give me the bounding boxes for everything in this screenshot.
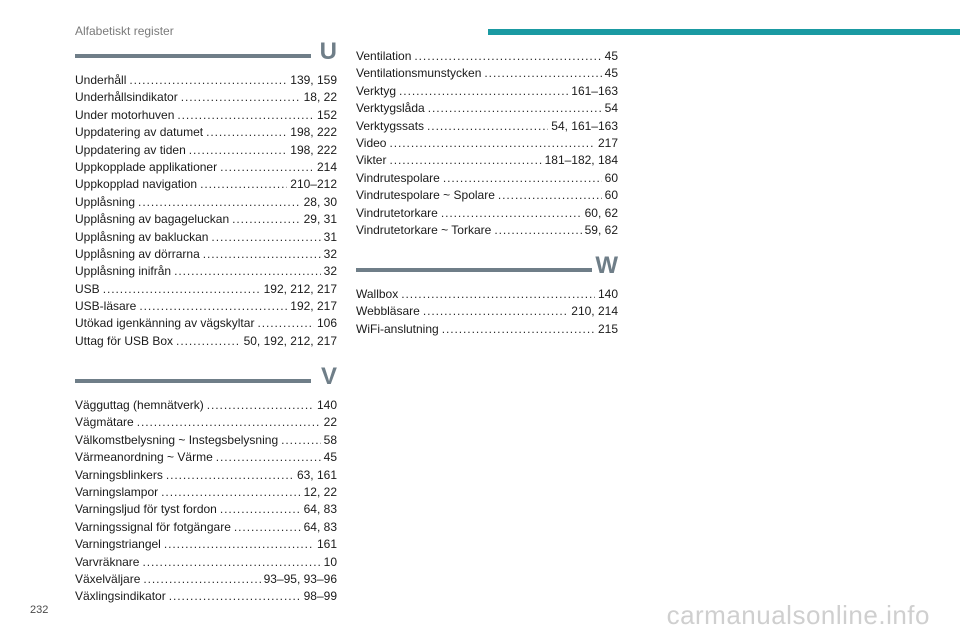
dot-leader	[143, 571, 260, 588]
entry-term: Varningsljud för tyst fordon	[75, 502, 217, 517]
entry-pages: 10	[323, 554, 337, 569]
index-entry	[75, 315, 337, 332]
index-entry	[356, 222, 618, 239]
entry-pages: 31	[323, 229, 337, 244]
entry-term: Varningssignal för fotgängare	[75, 519, 231, 534]
index-entry	[75, 281, 337, 298]
entry-pages: 32	[323, 246, 337, 261]
dot-leader	[428, 100, 602, 117]
entry-pages: 161	[316, 537, 337, 552]
index-entry	[75, 536, 337, 553]
entry-pages: 29, 31	[303, 212, 337, 227]
dot-leader	[142, 554, 320, 571]
dot-leader	[484, 65, 601, 82]
index-entries	[356, 286, 618, 338]
entry-term: Uppdatering av tiden	[75, 142, 186, 157]
dot-leader	[443, 170, 602, 187]
index-entry	[75, 72, 337, 89]
entry-term: Ventilation	[356, 49, 412, 63]
dot-leader	[211, 229, 320, 246]
index-entry	[356, 286, 618, 303]
entry-pages: 64, 83	[303, 502, 337, 517]
dot-leader	[441, 205, 582, 222]
entry-pages: 32	[323, 264, 337, 279]
entry-term: Verktyg	[356, 83, 397, 98]
dot-leader	[189, 142, 288, 159]
index-entry	[356, 321, 618, 338]
dot-leader	[206, 124, 287, 141]
entry-pages: 181–182, 184	[544, 153, 618, 168]
entry-term: Vindrutetorkare ~ Torkare	[356, 222, 492, 237]
entry-term: Video	[356, 135, 387, 150]
index-entry	[75, 571, 337, 588]
dot-leader	[200, 176, 287, 193]
entry-pages: 140	[316, 398, 337, 412]
entry-term: Verktygssats	[356, 118, 425, 133]
index-entry	[75, 229, 337, 246]
entry-term: Utökad igenkänning av vägskyltar	[75, 316, 255, 331]
dot-leader	[234, 519, 301, 536]
entry-term: Upplåsning av dörrarna	[75, 246, 200, 261]
dot-leader	[494, 222, 581, 239]
dot-leader	[207, 397, 314, 414]
entry-term: Välkomstbelysning ~ Instegsbelysning	[75, 432, 279, 447]
entry-term: Upplåsning av bakluckan	[75, 229, 209, 244]
entry-pages: 98–99	[303, 589, 337, 604]
entry-term: Uttag för USB Box	[75, 333, 174, 348]
index-entry	[75, 397, 337, 414]
entry-pages: 217	[597, 135, 618, 150]
entry-pages: 12, 22	[303, 484, 337, 499]
section-v	[75, 363, 337, 606]
entry-term: Ventilationsmunstycken	[356, 66, 482, 81]
entry-pages: 210–212	[290, 177, 337, 192]
index-entry	[75, 142, 337, 159]
watermark: carmanualsonline.info	[666, 600, 930, 630]
entry-term: Underhållsindikator	[75, 90, 178, 105]
page-number: 232	[30, 604, 49, 616]
section-w	[356, 252, 618, 338]
index-entries	[75, 397, 337, 606]
dot-leader	[161, 484, 300, 501]
entry-term: Värmeanordning ~ Värme	[75, 450, 213, 465]
dot-leader	[137, 414, 321, 431]
dot-leader	[176, 333, 241, 350]
entry-pages: 60	[604, 188, 618, 203]
entry-pages: 22	[323, 415, 337, 430]
section-letter: V	[320, 363, 337, 390]
entry-term: Upplåsning inifrån	[75, 264, 172, 279]
index-entry	[356, 65, 618, 82]
section-w-heading	[356, 252, 618, 286]
entry-pages: 139, 159	[290, 73, 337, 87]
index-entry	[75, 414, 337, 431]
index-entry	[75, 501, 337, 518]
page-header-title: Alfabetiskt register	[75, 24, 174, 38]
entry-term: Uppkopplad navigation	[75, 177, 198, 192]
dot-leader	[164, 536, 314, 553]
entry-pages: 140	[597, 287, 618, 301]
dot-leader	[169, 588, 301, 605]
index-entries	[75, 72, 337, 350]
entry-term: Verktygslåda	[356, 101, 425, 116]
dot-leader	[399, 83, 568, 100]
entry-term: USB-läsare	[75, 299, 137, 314]
index-entry	[75, 211, 337, 228]
entry-pages: 192, 217	[290, 299, 337, 314]
entry-pages: 106	[316, 316, 337, 331]
entry-pages: 50, 192, 212, 217	[243, 333, 337, 348]
dot-leader	[138, 194, 301, 211]
entry-pages: 161–163	[571, 83, 618, 98]
dot-leader	[181, 89, 301, 106]
entry-term: Uppkopplade applikationer	[75, 159, 218, 174]
entry-term: Upplåsning av bagageluckan	[75, 212, 230, 227]
entry-term: WiFi-anslutning	[356, 321, 439, 336]
entry-pages: 214	[316, 159, 337, 174]
index-entry	[75, 159, 337, 176]
index-entry	[75, 554, 337, 571]
index-entries	[356, 48, 618, 239]
index-entry	[356, 100, 618, 117]
dot-leader	[129, 72, 287, 89]
index-entry	[75, 484, 337, 501]
entry-term: Vägmätare	[75, 415, 134, 430]
entry-term: Växlingsindikator	[75, 589, 166, 604]
header-accent-bar	[488, 29, 960, 35]
index-entry	[356, 83, 618, 100]
entry-term: Varvräknare	[75, 554, 140, 569]
index-entry	[75, 588, 337, 605]
section-letter: U	[319, 38, 337, 65]
section-letter: W	[595, 252, 618, 279]
index-entry	[75, 298, 337, 315]
entry-pages: 210, 214	[571, 304, 618, 319]
index-entry	[356, 152, 618, 169]
index-entry	[75, 333, 337, 350]
dot-leader	[281, 432, 321, 449]
dot-leader	[166, 467, 294, 484]
entry-term: Webbläsare	[356, 304, 420, 319]
dot-leader	[442, 321, 595, 338]
entry-term: Vägguttag (hemnätverk)	[75, 398, 204, 412]
dot-leader	[177, 107, 314, 124]
entry-pages: 198, 222	[290, 142, 337, 157]
entry-term: Vindrutespolare	[356, 170, 440, 185]
index-entry	[75, 194, 337, 211]
index-entry	[75, 107, 337, 124]
section-v-heading	[75, 363, 337, 397]
entry-term: Wallbox	[356, 287, 399, 301]
entry-term: Upplåsning	[75, 194, 136, 209]
dot-leader	[203, 246, 321, 263]
dot-leader	[389, 152, 541, 169]
entry-pages: 60, 62	[584, 205, 618, 220]
entry-pages: 54, 161–163	[551, 118, 618, 133]
entry-term: Uppdatering av datumet	[75, 125, 204, 140]
section-rule	[75, 379, 311, 383]
entry-pages: 93–95, 93–96	[263, 571, 337, 586]
index-entry	[356, 205, 618, 222]
dot-leader	[389, 135, 594, 152]
index-entry	[356, 170, 618, 187]
entry-pages: 28, 30	[303, 194, 337, 209]
section-u	[75, 38, 337, 350]
index-entry	[75, 449, 337, 466]
dot-leader	[139, 298, 287, 315]
index-entry	[75, 432, 337, 449]
index-entry	[356, 187, 618, 204]
entry-term: Varningsblinkers	[75, 467, 163, 482]
index-entry	[75, 467, 337, 484]
section-rule	[356, 268, 592, 272]
index-entry	[356, 118, 618, 135]
entry-term: Varningstriangel	[75, 537, 161, 552]
entry-pages: 152	[316, 107, 337, 122]
dot-leader	[232, 211, 301, 228]
dot-leader	[498, 187, 602, 204]
entry-term: Under motorhuven	[75, 107, 175, 122]
entry-term: Underhåll	[75, 73, 127, 87]
entry-term: Vindrutespolare ~ Spolare	[356, 188, 495, 203]
entry-pages: 59, 62	[584, 222, 618, 237]
dot-leader	[220, 501, 301, 518]
index-entry	[75, 89, 337, 106]
entry-pages: 192, 212, 217	[263, 281, 337, 296]
entry-pages: 58	[323, 432, 337, 447]
entry-term: Vikter	[356, 153, 387, 168]
index-entry	[356, 48, 618, 65]
dot-leader	[257, 315, 314, 332]
entry-term: Växelväljare	[75, 571, 141, 586]
entry-pages: 63, 161	[296, 467, 337, 482]
dot-leader	[427, 118, 548, 135]
index-entry	[75, 519, 337, 536]
index-entry	[75, 263, 337, 280]
dot-leader	[216, 449, 321, 466]
entry-pages: 18, 22	[303, 90, 337, 105]
entry-pages: 45	[323, 450, 337, 465]
index-entry	[75, 246, 337, 263]
entry-pages: 54	[604, 101, 618, 116]
entry-pages: 215	[597, 321, 618, 336]
entry-pages: 60	[604, 170, 618, 185]
entry-pages: 64, 83	[303, 519, 337, 534]
section-rule	[75, 54, 311, 58]
dot-leader	[423, 303, 568, 320]
dot-leader	[220, 159, 314, 176]
dot-leader	[174, 263, 321, 280]
entry-term: Varningslampor	[75, 484, 159, 499]
entry-term: Vindrutetorkare	[356, 205, 438, 220]
entry-pages: 45	[604, 49, 618, 63]
section-u-heading	[75, 38, 337, 72]
entry-pages: 45	[604, 66, 618, 81]
section-v-continued	[356, 48, 618, 239]
entry-pages: 198, 222	[290, 125, 337, 140]
dot-leader	[103, 281, 261, 298]
entry-term: USB	[75, 281, 100, 296]
index-entry	[75, 176, 337, 193]
index-entry	[356, 303, 618, 320]
dot-leader	[401, 286, 595, 303]
dot-leader	[414, 48, 601, 65]
index-entry	[356, 135, 618, 152]
index-entry	[75, 124, 337, 141]
